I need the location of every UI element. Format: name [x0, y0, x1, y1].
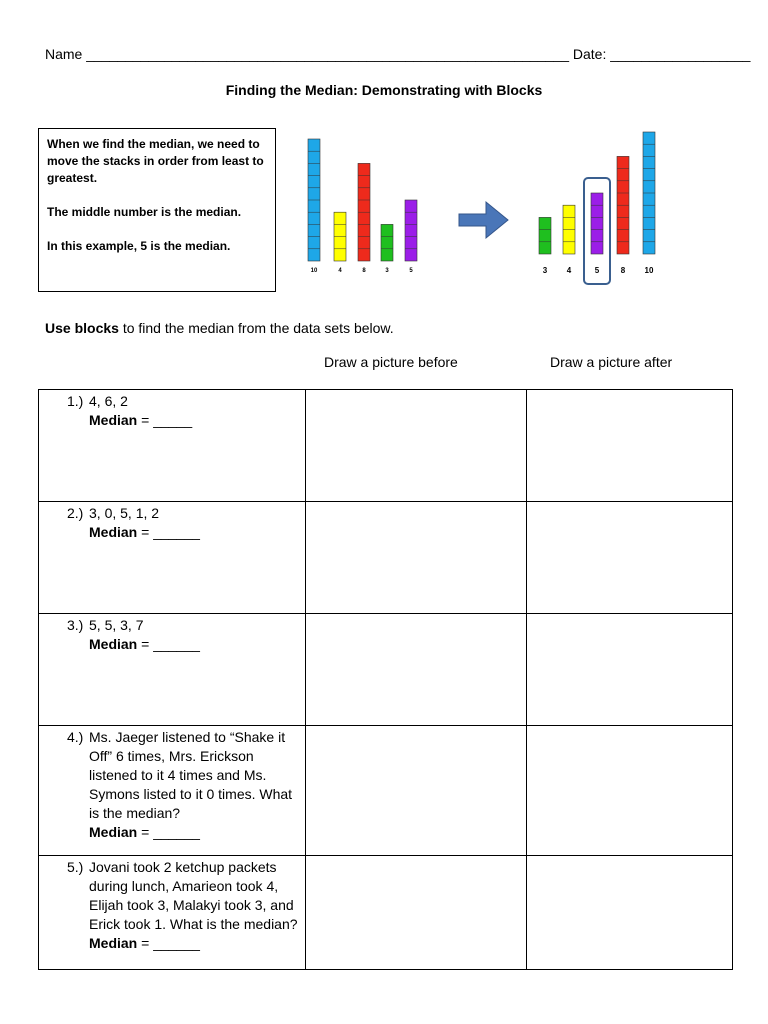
info-paragraph: In this example, 5 is the median.	[47, 239, 231, 253]
median-label: Median	[89, 524, 138, 540]
after-stack-label: 3	[542, 266, 548, 275]
draw-after-cell[interactable]	[527, 502, 733, 614]
worksheet-table	[38, 389, 733, 970]
date-label: Date:	[572, 46, 607, 62]
question-number: 4.)	[67, 729, 84, 745]
before-stack	[405, 200, 417, 261]
question-cell	[39, 390, 306, 502]
median-block-illustration	[300, 120, 680, 290]
before-stack-label: 10	[310, 268, 318, 274]
after-stack-label: 4	[566, 266, 572, 275]
after-stack-label: 8	[620, 266, 626, 275]
table-row	[39, 390, 733, 502]
name-field[interactable]: ______________________________________________________________	[86, 46, 569, 62]
question-number: 5.)	[67, 859, 84, 875]
draw-before-cell[interactable]	[306, 856, 527, 970]
draw-after-cell[interactable]	[527, 726, 733, 856]
date-field[interactable]: __________________	[610, 46, 751, 62]
table-row	[39, 502, 733, 614]
median-line	[89, 411, 301, 430]
after-stack	[591, 193, 603, 254]
info-paragraph: When we find the median, we need to move the stacks in order from least to greatest.	[47, 137, 264, 185]
draw-after-cell[interactable]	[527, 614, 733, 726]
before-stack-label: 3	[385, 268, 389, 274]
draw-after-cell[interactable]	[527, 856, 733, 970]
table-row	[39, 726, 733, 856]
after-stack-label: 5	[594, 266, 600, 275]
before-stack-label: 5	[409, 268, 413, 274]
question-text: 5, 5, 3, 7	[89, 617, 144, 633]
table-row	[39, 614, 733, 726]
question-text: Ms. Jaeger listened to “Shake it Off” 6 times, Mrs. Erickson listened to it 4 times and Ms. Symons listed to it 0 times. What is the median?	[89, 729, 293, 821]
draw-before-cell[interactable]	[306, 614, 527, 726]
after-stack	[539, 217, 551, 254]
question-number: 1.)	[67, 393, 84, 409]
median-answer-blank[interactable]: = ______	[137, 935, 200, 951]
question-cell	[39, 502, 306, 614]
question-text: 3, 0, 5, 1, 2	[89, 505, 160, 521]
median-line	[89, 523, 301, 542]
header-line	[45, 46, 750, 62]
name-label: Name	[45, 46, 83, 62]
median-label: Median	[89, 824, 138, 840]
table-row	[39, 856, 733, 970]
instruction-rest: to find the median from the data sets below.	[118, 320, 394, 336]
instruction-bold: Use blocks	[45, 320, 119, 336]
arrow-right-icon	[459, 202, 508, 238]
info-paragraph: The middle number is the median.	[47, 205, 242, 219]
question-number: 3.)	[67, 617, 84, 633]
median-label: Median	[89, 935, 138, 951]
draw-after-cell[interactable]	[527, 390, 733, 502]
median-label: Median	[89, 636, 138, 652]
question-cell	[39, 726, 306, 856]
median-answer-blank[interactable]: = ______	[137, 636, 200, 652]
median-answer-blank[interactable]: = _____	[137, 412, 193, 428]
median-answer-blank[interactable]: = ______	[137, 524, 200, 540]
median-line	[89, 823, 301, 842]
after-stack-label: 10	[644, 266, 654, 275]
question-text: Jovani took 2 ketchup packets during lunch, Amarieon took 4, Elijah took 3, Malakyi took 3, and Erick took 1. What is the median?	[89, 859, 298, 932]
median-answer-blank[interactable]: = ______	[137, 824, 200, 840]
instruction	[45, 320, 394, 336]
draw-before-cell[interactable]	[306, 502, 527, 614]
median-line	[89, 635, 301, 654]
median-line	[89, 934, 301, 953]
draw-before-cell[interactable]	[306, 390, 527, 502]
before-stack	[381, 224, 393, 261]
question-text: 4, 6, 2	[89, 393, 128, 409]
info-box	[38, 128, 276, 292]
question-cell	[39, 856, 306, 970]
question-cell	[39, 614, 306, 726]
median-label: Median	[89, 412, 138, 428]
question-number: 2.)	[67, 505, 84, 521]
column-header-before: Draw a picture before	[324, 354, 458, 370]
column-header-after: Draw a picture after	[550, 354, 673, 370]
worksheet-title: Finding the Median: Demonstrating with Blocks	[225, 82, 543, 98]
draw-before-cell[interactable]	[306, 726, 527, 856]
before-stack-label: 4	[338, 268, 342, 274]
before-stack-label: 8	[362, 268, 366, 274]
